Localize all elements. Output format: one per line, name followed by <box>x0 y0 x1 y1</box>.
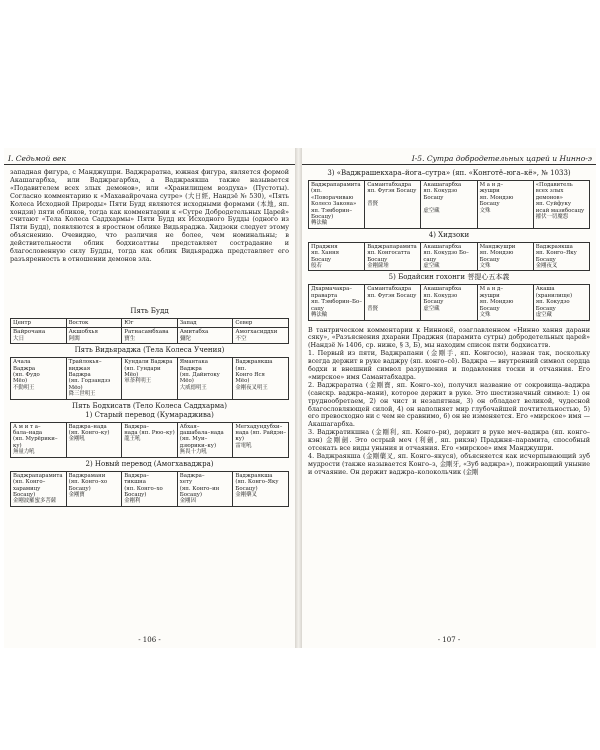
table-title: 3) «Ваджрашекхара–йога–сутра» (яп. «Конготё–юга–кё», № 1033) <box>327 169 571 177</box>
table-cell: Юг <box>122 319 178 328</box>
left-page <box>4 148 295 648</box>
table-cell: М а н д– жушри яп. Мондзю Босацу 文殊 <box>477 285 533 320</box>
table-cell: Манджушри яп. Мондзю Босацу 文殊 <box>477 242 533 271</box>
table-title: 5) Бодайсин гохонги 菩提心五本義 <box>388 273 510 282</box>
table-cell: Запад <box>177 319 233 328</box>
table-cell: Север <box>233 319 289 328</box>
table-cell: Ваджра–нада (яп. Конго–ку) 金剛吼 <box>66 422 122 457</box>
table-cell: Амитабха 彌陀 <box>177 328 233 344</box>
table-cell: Ваджрапарамита (яп. Конго–харамицу Босацу) 金剛波羅蜜多菩薩 <box>11 471 67 506</box>
table-cell: Ямантака Ваджра (яп. Дайитоку Мёо) 大威德明王 <box>177 358 233 399</box>
table-cell: Акашагарбха яп. Кокудзо Босацу 虚空藏 <box>421 181 477 229</box>
old-translation-table <box>10 422 289 458</box>
table-cell: Ваджра– нада (яп. Рюо–ку) 龍王吼 <box>122 422 178 457</box>
intro-paragraph: западная фигура, с Манджушри. Ваджраратна, южная фигура, является формой Акашагарбха, или Ваджрагарбха, а Ваджраякша также называется «Подавителем всех злых демонов», или «Хранилищем воздуха» (Пустоты). Согласно комментарию к «Махавайрочана сутре» (大日經, Нандзё № 530), «Пять Колеса Исходной Природы» Пяти Будд являются исходными формами (本地, яп. хондзи) пяти обликов, тогда как комментарии к «Сутре Добродетельных Царей» считают «Тела Колеса Саддхармы» Пяти Будд их Исходного Будды (одного из Пяти Будд), появляются в яростном облике Видьяраджа. Хидзоки следует этому объяснению. Очевидно, что различия не более, чем номинальны; в действительности облик бодхисаттвы представляет сострадание и благословенную силу Будды, тогда как облик Видьяраджа представляет его разъяренность в отношении демонов зла. <box>10 169 289 263</box>
table-cell: Вайрочана 大日 <box>11 328 67 344</box>
table-cell: Абхая– дашабала–нада (яп. Муи– дзюрики–ку) 無畏十力吼 <box>177 422 233 457</box>
five-buddhas-table <box>10 318 289 344</box>
page-number: - 107 - <box>437 636 461 644</box>
table-cell: «Подавитель всех злых демонов» яп. Суйфуку исай мазибосацу 摧伏一切魔怨 <box>533 181 589 229</box>
body-text: В тантрическом комментарии к Ниннокё, озаглавленном «Нинно хання дарани сяку», «Разъяснения дхарани Праджня (парамита сутры) добродетельных царей» (Нандзё № 1406, ср. ниже, § 3, Б), мы находим список пяти бодхисаттв. 1. Первый из пяти, Ваджрапани (金剛手, яп. Конгосю), назван так, поскольку всегда держит в руке ваджру (яп. конго–сё). Ваджра — внутренний символ сердца бодхи и внешний символ разрушения и подавления тоски и отчаяния. Его «мирское» имя Самантабхадра. 2. Ваджраратна (金剛寶, яп. Конго–хо), получил название от сокровища–ваджра (санскр. ваджра–мани), которое держит в руке. Это шестизначный символ: 1) он труднообретаем, 2) он чист и незапятнан, 3) он обладает великой, чудесной благословляющей силой, 4) он наполняет мир глубочайшей почтительностью, 5) его превосходно ни с чем не сравнимо, 6) он не изменяется. Его «мирское» имя — Акашагарбха. 3. Ваджратикшна (金剛利, яп. Конго–ри), держит в руке меч–ваджра (яп. конго–кэн) 金剛劍. Это острый меч (利劍, яп. рикэн) Праджня–парамита, способный отсекать все виды уныния и отчаяния. Его «мирское» имя Манджушри. 4. Ваджраякша (金剛藥叉, яп. Конго–якуся), объясняется как исчерпывающий зуб мудрости (также называется Конго–з, 金剛牙, «Зуб ваджра»), пожирающий уныние и отчаяние. Он держит ваджра–колокольчик (金剛 <box>308 326 590 476</box>
table-title: Пять Видьяраджа (Тела Колеса Учения) <box>74 346 225 355</box>
table-cell: Самантабхадра яп. Фугэн Босацу 普賢 <box>365 181 421 229</box>
table-cell: Ваджрапарамита яп. Конгосатта Босацу 金剛薩埵 <box>365 242 421 271</box>
table-cell: Ваджраякша яп. Конго–Яку Босацу 金剛夜叉 <box>533 242 589 271</box>
running-header: I. Седьмой век <box>4 148 295 165</box>
table-cell: Ачала Ваджра (яп. Фудо Мёо) 不動明王 <box>11 358 67 399</box>
right-page <box>302 148 596 648</box>
table-cell: Самантабхадра яп. Фугэн Босацу 普賢 <box>365 285 421 320</box>
book-spine <box>295 148 302 648</box>
table-cell: Кундали Ваджра (яп. Гундари Мёо) 軍荼利明王 <box>122 358 178 399</box>
new-translation-table <box>10 471 289 507</box>
table-subtitle: 1) Старый перевод (Кумараджива) <box>85 410 214 419</box>
table-cell: Ваджрамани (яп. Конго–хо Босацу) 金剛寶 <box>66 471 122 506</box>
table-cell: Дхармачакра–праварта яп. Тэмборин–Бо– сацу 轉法輪 <box>309 285 365 320</box>
running-header: I-5. Сутра добродетельных царей и Нинно-э <box>302 148 596 165</box>
table-cell: Мегхадундубхи– нада (яп. Райдэн–ку) 雷電吼 <box>233 422 289 457</box>
vajrashekhara-table <box>308 180 590 229</box>
table-cell: Трайлокья–виджая Ваджра (яп. Годзандзэ Мёо) 降三世明王 <box>66 358 122 399</box>
table-cell: Акаша (хранилище) яп. Кокудзо Босацу 虚空藏 <box>533 285 589 320</box>
bodaisin-table <box>308 284 590 320</box>
table-cell: Амогхасиддхи 不空 <box>233 328 289 344</box>
table-title: 2) Новый перевод (Амогхаваджра) <box>85 459 214 468</box>
table-cell: А м и т а– бала–нада (яп. Мурёрики–ку) 無量力吼 <box>11 422 67 457</box>
table-cell: Ваджраякша (яп. Конго–Яку Босацу) 金剛藥叉 <box>233 471 289 506</box>
table-cell: Ваджра– хету (яп. Конго–ин Босацу) 金剛因 <box>177 471 233 506</box>
hizoki-table <box>308 242 590 272</box>
table-cell: Ваджрапарамита (яп. «Поворачиваю Колесо Закона» яп. Тэмборин– Босацу) 轉法輪 <box>309 181 365 229</box>
table-cell: Акашагарбха яп. Кокудзо Босацу 虚空藏 <box>421 285 477 320</box>
table-title: Пять Бодхисатв (Тело Колеса Саддхарма) <box>72 401 227 410</box>
table-cell: Ваджраякша (яп. Конго Яся Мёо) 金剛夜叉明王 <box>233 358 289 399</box>
table-cell: Праджня яп. Хання Босацу 般若 <box>309 242 365 271</box>
five-vidyarajas-table <box>10 357 289 399</box>
table-cell: Акшобхья 阿閦 <box>66 328 122 344</box>
table-cell: Центр <box>11 319 67 328</box>
page-number: - 106 - <box>138 636 161 644</box>
table-cell: М а н д– жушри яп. Мондзю Босацу 文殊 <box>477 181 533 229</box>
table-title: Пять Будд <box>130 307 169 315</box>
table-cell: Восток <box>66 319 122 328</box>
table-cell: Ваджра– тикшна (яп. Конго–хо Босацу) 金剛利 <box>122 471 178 506</box>
table-cell: Ратнасамбхава 寶生 <box>122 328 178 344</box>
table-title: 4) Хидзоки <box>428 230 470 239</box>
table-cell: Акашагарбха яп. Кокудзо Бо– сацу 虚空藏 <box>421 242 477 271</box>
